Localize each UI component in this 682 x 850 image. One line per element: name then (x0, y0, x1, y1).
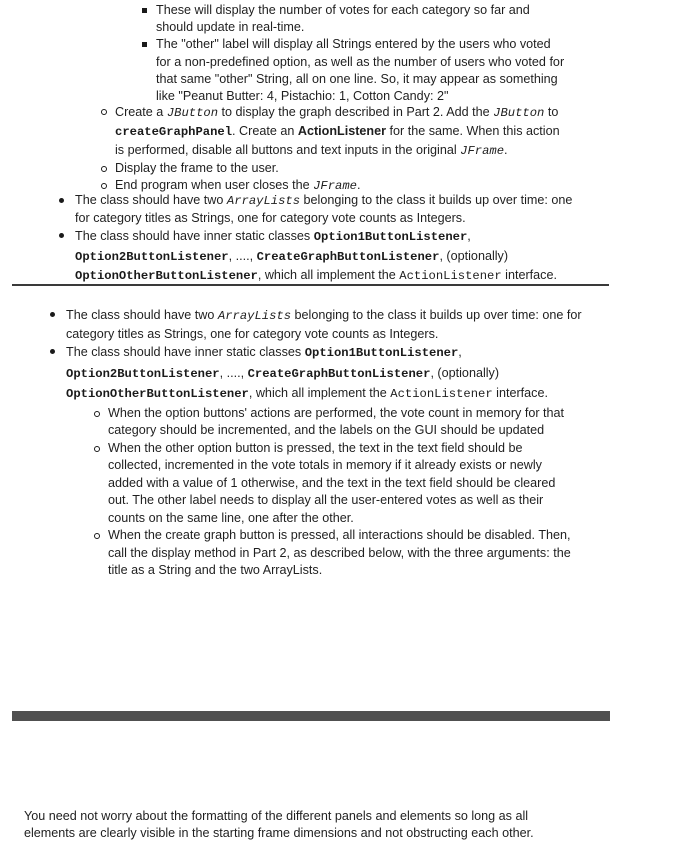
section-divider (12, 284, 609, 286)
list-item: Create a JButton to display the graph described in Part 2. Add the JButton to createGraphPanel. Create an ActionListener for the same. When this action is performed, disable all buttons and text inputs in the original JFrame. (115, 103, 565, 160)
list-item: When the create graph button is pressed, all interactions should be disabled. Then, call the display method in Part 2, as described below, with the three arguments: the title as a String and the two ArrayLists. (108, 527, 578, 580)
section-divider-thick (12, 711, 610, 721)
dot-bullet-list (75, 192, 585, 286)
item-text: The "other" label will display all Strings entered by the users who voted for a non-predefined option, as well as the number of users who voted for that same "other" String, all on one line. So, it may appear as something like "Peanut Butter: 4, Pistachio: 1, Cotton Candy: 2" (156, 37, 565, 104)
list-item: The class should have two ArrayLists belonging to the class it builds up over time: one for category titles as Strings, one for category vote counts as Integers. (75, 192, 585, 227)
list-item: Display the frame to the user. (115, 160, 565, 177)
list-item: The class should have inner static classes Option1ButtonListener, Option2ButtonListener, ...., CreateGraphButtonListener, (optionally) OptionOtherButtonListener, which all implement the ActionListener interface. (75, 227, 585, 286)
list-item: The class should have two ArrayLists belonging to the class it builds up over time: one for category titles as Strings, one for category vote counts as Integers. (66, 306, 586, 343)
list-item: When the option buttons' actions are performed, the vote count in memory for that category should be incremented, and the labels on the GUI should be updated (108, 405, 578, 440)
circle-bullet-list (108, 405, 578, 580)
list-item: The class should have inner static classes Option1ButtonListener, Option2ButtonListener, ...., CreateGraphButtonListener, (optionally) OptionOtherButtonListener, which all implement the ActionListener interface. When the option buttons' actions are performed, the vote count in memory for that category should be incremented, and the labels on the GUI should be updated When the other option button is pressed, the text in the text field should be collected, incremented in the vote totals in memory if it already exists or newly added with a value of 1 otherwise, and the text in the text field should be cleared out. The other label needs to display all the user-entered votes as well as their counts on the same line, one after the other. When the create graph button is pressed, all interactions should be disabled. Then, call the display method in Part 2, as described below, with the three arguments: the title as a String and the two ArrayLists. (66, 343, 586, 580)
square-bullet-list (156, 2, 566, 105)
dot-bullet-list (66, 306, 586, 580)
list-item (156, 36, 566, 105)
list-item (156, 2, 566, 36)
item-text: These will display the number of votes for each category so far and should update in real-time. (156, 3, 530, 35)
list-item: End program when user closes the JFrame. (115, 177, 565, 195)
circle-bullet-list (115, 103, 565, 195)
list-item: When the other option button is pressed, the text in the text field should be collected, incremented in the vote totals in memory if it already exists or newly added with a value of 1 otherwise, and the text in the text field should be cleared out. The other label needs to display all the user-entered votes as well as their counts on the same line, one after the other. (108, 440, 578, 528)
footer-note: You need not worry about the formatting of the different panels and elements so long as all elements are clearly visible in the starting frame dimensions and not obstructing each other. (24, 809, 534, 841)
